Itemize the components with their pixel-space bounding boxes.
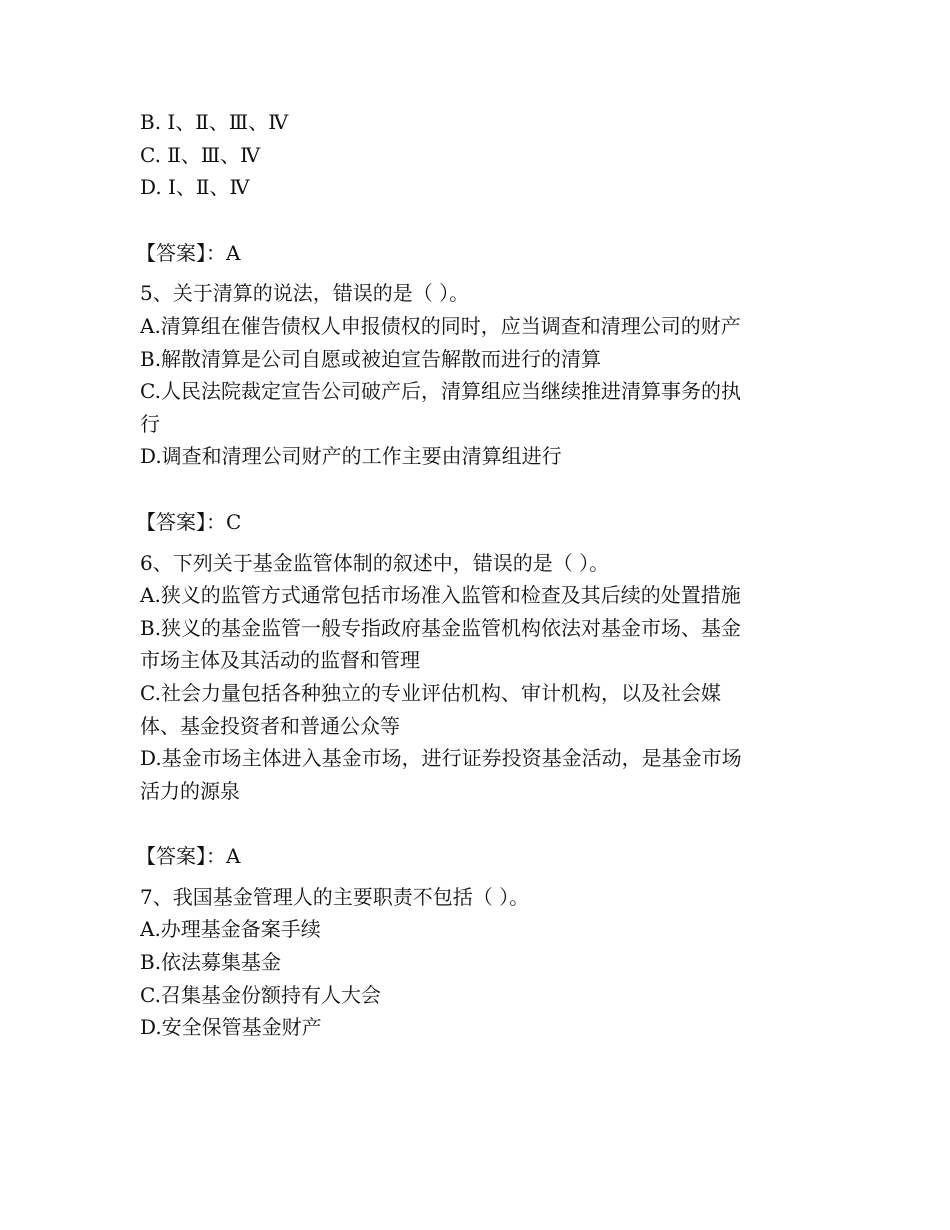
spacer (140, 873, 800, 881)
q6-option-b-line2: 市场主体及其活动的监督和管理 (140, 648, 420, 673)
q5-option-d: D.调查和清理公司财产的工作主要由清算组进行 (140, 444, 562, 469)
spacer (140, 473, 800, 506)
q6-option-a: A.狭义的监管方式通常包括市场准入监管和检查及其后续的处置措施 (140, 583, 741, 608)
q6-option-c-line2: 体、基金投资者和普通公众等 (140, 713, 400, 738)
q6-option-c-line1: C.社会力量包括各种独立的专业评估机构、审计机构，以及社会媒 (140, 680, 721, 705)
q6-answer: 【答案】：A (136, 844, 241, 869)
q4-option-d: D. Ⅰ、Ⅱ、Ⅳ (140, 175, 250, 200)
q5-option-c-line1: C.人民法院裁定宣告公司破产后，清算组应当继续推进清算事务的执 (140, 379, 741, 404)
q5-option-b: B.解散清算是公司自愿或被迫宣告解散而进行的清算 (140, 346, 602, 371)
document-page (136, 106, 800, 1044)
spacer (140, 539, 800, 547)
q6-option-d-line2: 活力的源泉 (140, 778, 240, 803)
q5-answer: 【答案】：C (136, 509, 242, 534)
q6-option-b-line1: B.狭义的基金监管一般专指政府基金监管机构依法对基金市场、基金 (140, 615, 742, 640)
q5-option-c-line2: 行 (140, 411, 160, 436)
q7-option-c: C.召集基金份额持有人大会 (140, 982, 381, 1007)
q6-stem: 6、下列关于基金监管体制的叙述中，错误的是（ ）。 (140, 550, 610, 575)
q4-option-c: C. Ⅱ、Ⅲ、Ⅳ (140, 142, 261, 167)
q4-option-b: B. Ⅰ、Ⅱ、Ⅲ、Ⅳ (140, 110, 289, 134)
q4-answer: 【答案】：A (136, 240, 241, 265)
spacer (140, 269, 800, 277)
q7-stem: 7、我国基金管理人的主要职责不包括（ ）。 (140, 884, 530, 909)
q7-option-b: B.依法募集基金 (140, 950, 282, 975)
q7-option-a: A.办理基金备案手续 (140, 917, 321, 942)
q6-option-d-line1: D.基金市场主体进入基金市场，进行证券投资基金活动，是基金市场 (140, 746, 742, 771)
q7-option-d: D.安全保管基金财产 (140, 1015, 322, 1040)
q5-option-a: A.清算组在催告债权人申报债权的同时，应当调查和清理公司的财产 (140, 313, 741, 338)
spacer (140, 807, 800, 840)
q5-stem: 5、关于清算的说法，错误的是（ ）。 (140, 281, 470, 306)
spacer (140, 204, 800, 237)
